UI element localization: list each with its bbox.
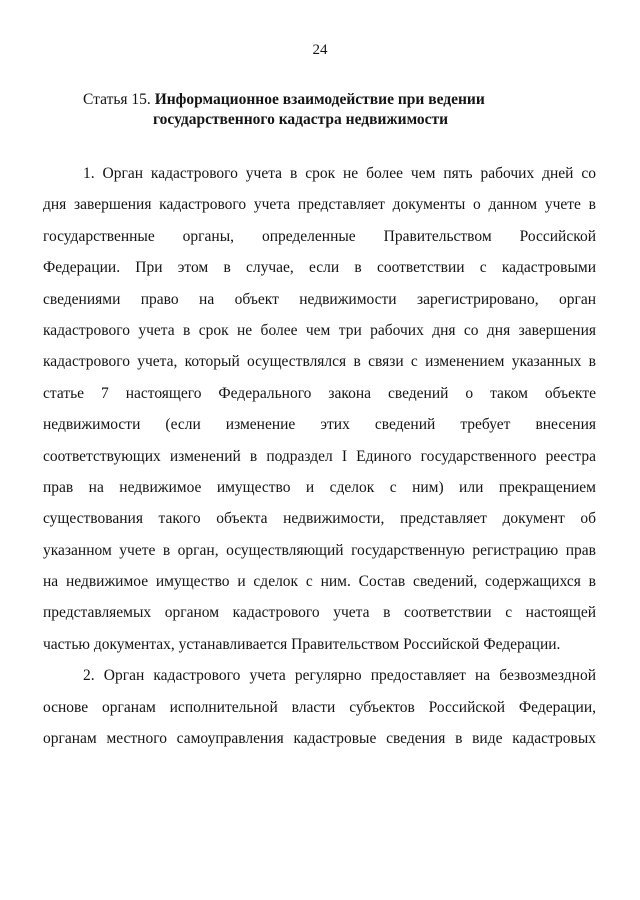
article-title-line-2: государственного кадастра недвижимости [153, 111, 449, 128]
paragraph-1 [43, 158, 596, 660]
article-label: Статья 15. [83, 91, 151, 108]
text-line: соответствующих изменений в подраздел I Единого государственного реестра [43, 447, 596, 465]
text-line: 2. Орган кадастрового учета регулярно предоставляет на безвозмездной [83, 667, 596, 685]
paragraph-2 [43, 660, 596, 754]
text-line: 1. Орган кадастрового учета в срок не более чем пять рабочих дней со [83, 165, 596, 182]
text-line: государственные органы, определенные Правительством Российской [43, 227, 596, 245]
text-line: представляемых органом кадастрового учета в соответствии с настоящей [43, 604, 596, 622]
article-heading [83, 90, 583, 130]
text-line: Федерации. При этом в случае, если в соответствии с кадастровыми [43, 259, 596, 277]
page-number: 24 [312, 42, 328, 58]
text-line: сведениями право на объект недвижимости зарегистрировано, орган [43, 290, 596, 308]
text-line: органам местного самоуправления кадастровые сведения в виде кадастровых [43, 730, 596, 748]
text-line: частью документах, устанавливается Правительством Российской Федерации. [43, 635, 561, 653]
text-line: прав на недвижимое имущество и сделок с ним) или прекращением [43, 478, 596, 496]
text-line: кадастрового учета в срок не более чем три рабочих дня со дня завершения [43, 321, 596, 339]
text-line: на недвижимое имущество и сделок с ним. Состав сведений, содержащихся в [43, 573, 596, 591]
text-line: дня завершения кадастрового учета представляет документы о данном учете в [43, 196, 596, 214]
article-title-line-1: Информационное взаимодействие при ведении [154, 91, 485, 108]
text-line: указанном учете в орган, осуществляющий государственную регистрацию прав [43, 541, 596, 559]
text-line: существования такого объекта недвижимости, представляет документ об [43, 510, 596, 528]
text-line: статье 7 настоящего Федерального закона сведений о таком объекте [43, 384, 596, 402]
text-line: кадастрового учета, который осуществлялся в связи с изменением указанных в [43, 353, 596, 371]
article-heading-line-1 [83, 90, 583, 110]
text-line: основе органам исполнительной власти субъектов Российской Федерации, [43, 698, 596, 716]
text-line: недвижимости (если изменение этих сведений требует внесения [43, 416, 596, 434]
article-body [43, 158, 596, 754]
